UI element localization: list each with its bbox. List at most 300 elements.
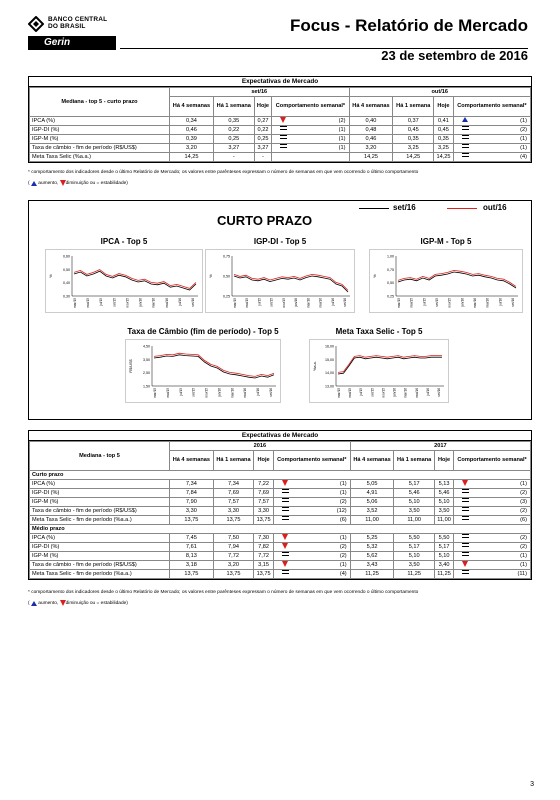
- x-tick-label: set/16: [191, 298, 195, 307]
- bank-name-line2: DO BRASIL: [48, 23, 86, 30]
- x-tick-label: nov/15: [381, 388, 386, 398]
- table-legend: [28, 180, 532, 186]
- value-cell: 3,25: [393, 144, 434, 153]
- x-tick-label: mar/16: [230, 388, 235, 398]
- y-tick-label: 0,25: [223, 294, 230, 299]
- charts-panel: [28, 200, 532, 420]
- value-cell: 3,30: [170, 507, 214, 516]
- value-cell: 0,39: [170, 135, 214, 144]
- trend-cell: (1): [272, 135, 349, 144]
- chart-title: Taxa de Câmbio (fim de período) - Top 5: [127, 327, 279, 336]
- x-tick-label: jul/15: [422, 298, 427, 306]
- chart-cambio: [125, 327, 281, 407]
- equal-icon: [280, 144, 287, 148]
- y-tick-label: 3,50: [143, 357, 150, 362]
- period-header: set/16: [170, 88, 350, 97]
- y-tick-label: 0,75: [387, 267, 394, 272]
- table-row: [30, 552, 531, 561]
- value-cell: 5,06: [350, 498, 394, 507]
- column-header: Há 4 semanas: [170, 97, 214, 117]
- row-label: Taxa de câmbio - fim de período (R$/US$): [30, 561, 170, 570]
- trend-cell: (11): [454, 570, 531, 579]
- y-tick-label: 16,00: [325, 344, 334, 349]
- value-cell: 5,50: [394, 534, 435, 543]
- x-tick-label: mar/15: [337, 388, 341, 398]
- row-label: IPCA (%): [30, 534, 170, 543]
- table-row: [30, 126, 531, 135]
- table-row: [30, 480, 531, 489]
- row-header: Mediana - top 5 - curto prazo: [30, 88, 170, 117]
- value-cell: 3,15: [254, 561, 274, 570]
- x-tick-label: mai/16: [164, 298, 169, 308]
- trend-cell: (1): [453, 117, 530, 126]
- annual-table: [28, 430, 532, 580]
- y-axis-label: %: [209, 274, 213, 278]
- table-row: [30, 117, 531, 126]
- value-cell: 7,34: [213, 480, 254, 489]
- down-arrow-icon: [462, 480, 468, 486]
- trend-cell: (1): [454, 480, 531, 489]
- equal-icon: [282, 570, 289, 574]
- legend-label-a: set/16: [393, 203, 416, 212]
- x-tick-label: mar/16: [473, 298, 477, 308]
- trend-cell: (1): [454, 561, 531, 570]
- series-set16-line: [74, 271, 196, 290]
- series-out16-line: [234, 274, 348, 290]
- trend-cell: (1): [273, 480, 350, 489]
- row-label: IPCA (%): [30, 117, 170, 126]
- row-label: IGP-M (%): [30, 498, 170, 507]
- equal-icon: [462, 570, 469, 574]
- row-label: Taxa de câmbio - fim de período (R$/US$): [30, 144, 170, 153]
- y-tick-label: 0,50: [223, 274, 230, 279]
- value-cell: 8,13: [170, 552, 214, 561]
- trend-cell: (2): [454, 489, 531, 498]
- x-tick-label: jul/15: [257, 298, 262, 306]
- equal-icon: [462, 516, 469, 520]
- equal-icon: [282, 552, 289, 556]
- trend-cell: (4): [453, 153, 530, 162]
- y-axis-label: %: [49, 274, 53, 278]
- down-arrow-icon: [282, 534, 288, 540]
- value-cell: 7,72: [254, 552, 274, 561]
- value-cell: 3,52: [350, 507, 394, 516]
- value-cell: 11,00: [350, 516, 394, 525]
- value-cell: 5,13: [434, 480, 453, 489]
- trend-cell: (4): [273, 570, 350, 579]
- value-cell: 5,50: [434, 534, 453, 543]
- x-tick-label: nov/15: [204, 388, 209, 398]
- table-footnote: [28, 170, 532, 175]
- value-cell: 7,90: [170, 498, 214, 507]
- value-cell: 7,34: [170, 480, 214, 489]
- value-cell: 0,45: [393, 126, 434, 135]
- equal-icon: [462, 534, 469, 538]
- trend-cell: (2): [273, 552, 350, 561]
- value-cell: 0,34: [170, 117, 214, 126]
- x-tick-label: mar/16: [403, 388, 408, 398]
- y-tick-label: 0,25: [387, 294, 394, 299]
- x-tick-label: mar/16: [306, 298, 311, 308]
- chart-title: Meta Taxa Selic - Top 5: [335, 327, 423, 336]
- period-header: out/16: [349, 88, 531, 97]
- row-label: IGP-DI (%): [30, 543, 170, 552]
- value-cell: 0,46: [170, 126, 214, 135]
- equal-icon: [462, 507, 469, 511]
- chart-igpdi: [205, 237, 355, 317]
- x-tick-label: mai/15: [409, 298, 414, 308]
- up-arrow-icon: [31, 601, 37, 606]
- value-cell: 7,69: [254, 489, 274, 498]
- x-tick-label: mar/16: [151, 298, 156, 308]
- x-tick-label: jul/16: [177, 298, 182, 306]
- value-cell: -: [213, 153, 254, 162]
- column-header: Há 1 semana: [213, 97, 254, 117]
- table-row: [30, 144, 531, 153]
- value-cell: 13,75: [213, 570, 254, 579]
- x-tick-label: set/15: [435, 298, 439, 307]
- x-tick-label: mar/15: [73, 298, 77, 308]
- down-arrow-icon: [60, 600, 66, 606]
- x-tick-label: mar/15: [233, 298, 237, 308]
- trend-cell: [272, 153, 349, 162]
- value-cell: 7,50: [213, 534, 254, 543]
- equal-icon: [462, 144, 469, 148]
- x-tick-label: jul/16: [330, 298, 335, 306]
- x-tick-label: mai/15: [86, 298, 91, 308]
- y-tick-label: 15,00: [325, 357, 334, 362]
- table-caption: Expectativas de Mercado: [29, 77, 531, 87]
- value-cell: 3,40: [434, 561, 453, 570]
- charts-title: CURTO PRAZO: [217, 213, 313, 228]
- value-cell: 7,82: [254, 543, 274, 552]
- expectations-table: [29, 87, 531, 162]
- x-tick-label: mai/16: [318, 298, 323, 308]
- row-label: Meta Taxa Selic (%a.a.): [30, 153, 170, 162]
- value-cell: 3,27: [254, 144, 272, 153]
- period-header: 2016: [170, 442, 351, 451]
- footnote-text: * comportamento dos indicadores desde o último Relatório de Mercado; os valores entre parênteses expressam o número de semanas em que vem ocorrendo o último comportamento: [28, 170, 419, 175]
- y-axis-label: %a.a.: [313, 361, 317, 371]
- value-cell: 3,20: [213, 561, 254, 570]
- value-cell: 14,25: [349, 153, 393, 162]
- column-header: Há 1 semana: [394, 451, 435, 471]
- trend-cell: (3): [454, 498, 531, 507]
- x-tick-label: nov/15: [281, 298, 286, 308]
- x-tick-label: mai/15: [165, 388, 170, 398]
- x-tick-label: jan/16: [392, 388, 397, 397]
- y-tick-label: 14,00: [325, 371, 334, 376]
- trend-cell: (1): [453, 144, 530, 153]
- value-cell: 5,46: [394, 489, 435, 498]
- down-arrow-icon: [282, 561, 288, 567]
- equal-icon: [282, 507, 289, 511]
- row-header: Mediana - top 5: [30, 442, 170, 471]
- down-arrow-icon: [60, 180, 66, 186]
- down-arrow-icon: [280, 117, 286, 123]
- table-row: [30, 153, 531, 162]
- trend-cell: (1): [272, 144, 349, 153]
- x-tick-label: set/16: [511, 298, 515, 307]
- equal-icon: [282, 516, 289, 520]
- value-cell: 5,10: [434, 552, 453, 561]
- table-row: [30, 507, 531, 516]
- x-tick-label: jan/16: [294, 298, 299, 307]
- series-set16-line: [398, 272, 516, 288]
- y-axis-label: R$/US$: [129, 359, 133, 373]
- footnote-text: * comportamento dos indicadores desde o último Relatório de Mercado; os valores entre parênteses expressam o número de semanas em que vem ocorrendo o último comportamento: [28, 590, 419, 595]
- value-cell: 7,30: [254, 534, 274, 543]
- value-cell: 11,25: [394, 570, 435, 579]
- value-cell: 13,75: [254, 516, 274, 525]
- value-cell: 4,91: [350, 489, 394, 498]
- value-cell: 0,27: [254, 117, 272, 126]
- value-cell: 5,46: [434, 489, 453, 498]
- short-term-table: [28, 76, 532, 163]
- x-tick-label: mar/15: [153, 388, 157, 398]
- dept-label: Gerin: [28, 36, 116, 50]
- row-label: IGP-M (%): [30, 135, 170, 144]
- value-cell: 7,57: [213, 498, 254, 507]
- value-cell: 7,94: [213, 543, 254, 552]
- equal-icon: [462, 552, 469, 556]
- value-cell: 13,75: [254, 570, 274, 579]
- page-title: Focus - Relatório de Mercado: [289, 16, 528, 35]
- y-tick-label: 0,50: [387, 281, 394, 286]
- trend-cell: (2): [454, 543, 531, 552]
- value-cell: 3,20: [349, 144, 393, 153]
- value-cell: 3,43: [350, 561, 394, 570]
- equal-icon: [282, 489, 289, 493]
- x-tick-label: jul/16: [425, 388, 430, 396]
- trend-cell: (6): [454, 516, 531, 525]
- value-cell: 3,25: [434, 144, 454, 153]
- equal-icon: [282, 498, 289, 502]
- legend-line-red: [447, 208, 477, 209]
- equal-icon: [462, 489, 469, 493]
- trend-cell: (2): [273, 498, 350, 507]
- x-tick-label: jul/16: [498, 298, 503, 306]
- legend-text: ( aumento, diminuição ou = estabilidade): [28, 181, 128, 187]
- column-header: Hoje: [434, 97, 454, 117]
- column-header: Há 4 semanas: [170, 451, 214, 471]
- column-header: Comportamento semanal*: [273, 451, 350, 471]
- x-tick-label: mai/16: [485, 298, 490, 308]
- trend-cell: (2): [454, 534, 531, 543]
- table-row: [30, 498, 531, 507]
- x-tick-label: mai/16: [243, 388, 248, 398]
- chart-title: IPCA - Top 5: [100, 237, 148, 246]
- value-cell: 5,17: [434, 543, 453, 552]
- value-cell: 0,22: [213, 126, 254, 135]
- bank-name-line1: BANCO CENTRAL: [48, 16, 108, 23]
- x-tick-label: mar/15: [397, 298, 401, 308]
- down-arrow-icon: [282, 480, 288, 486]
- value-cell: 0,48: [349, 126, 393, 135]
- column-header: Hoje: [434, 451, 453, 471]
- y-tick-label: 1,50: [143, 384, 150, 389]
- trend-cell: (1): [453, 135, 530, 144]
- value-cell: 3,30: [254, 507, 274, 516]
- series-set16-line: [338, 357, 442, 374]
- column-header: Comportamento semanal*: [454, 451, 531, 471]
- table-row: [30, 489, 531, 498]
- trend-cell: (1): [273, 561, 350, 570]
- value-cell: 0,45: [434, 126, 454, 135]
- x-tick-label: jul/15: [359, 388, 364, 396]
- value-cell: 3,18: [170, 561, 214, 570]
- y-tick-label: 0,60: [63, 254, 70, 259]
- expectations-table-annual: [29, 441, 531, 579]
- chart-ipca: [45, 237, 203, 317]
- column-header: Hoje: [254, 97, 272, 117]
- trend-cell: (12): [273, 507, 350, 516]
- value-cell: 3,50: [394, 561, 435, 570]
- value-cell: 5,32: [350, 543, 394, 552]
- equal-icon: [462, 135, 469, 139]
- legend-line-black: [359, 208, 389, 209]
- value-cell: 5,62: [350, 552, 394, 561]
- y-tick-label: 0,30: [63, 294, 70, 299]
- table-row: [30, 561, 531, 570]
- value-cell: 3,27: [213, 144, 254, 153]
- down-arrow-icon: [462, 561, 468, 567]
- chart-igpm: [369, 237, 523, 317]
- value-cell: 0,35: [393, 135, 434, 144]
- y-axis-label: %: [373, 274, 377, 278]
- period-header: 2017: [350, 442, 530, 451]
- row-label: IGP-DI (%): [30, 126, 170, 135]
- value-cell: 11,00: [434, 516, 453, 525]
- x-tick-label: jul/15: [178, 388, 183, 396]
- column-header: Hoje: [254, 451, 274, 471]
- y-tick-label: 13,00: [325, 384, 334, 389]
- series-out16-line: [74, 270, 196, 289]
- chart-title: IGP-M - Top 5: [420, 237, 472, 246]
- column-header: Comportamento semanal*: [453, 97, 530, 117]
- value-cell: 0,22: [254, 126, 272, 135]
- trend-cell: (1): [273, 534, 350, 543]
- value-cell: 5,25: [350, 534, 394, 543]
- down-arrow-icon: [282, 543, 288, 549]
- value-cell: 0,25: [213, 135, 254, 144]
- row-label: IGP-M (%): [30, 552, 170, 561]
- x-tick-label: mai/15: [348, 388, 353, 398]
- trend-cell: (1): [454, 552, 531, 561]
- x-tick-label: set/15: [269, 298, 274, 307]
- trend-cell: (1): [273, 489, 350, 498]
- value-cell: 7,45: [170, 534, 214, 543]
- value-cell: 0,35: [213, 117, 254, 126]
- legend-label-b: out/16: [483, 203, 507, 212]
- value-cell: 7,84: [170, 489, 214, 498]
- y-tick-label: 1,00: [387, 254, 394, 259]
- y-tick-label: 4,50: [143, 344, 150, 349]
- value-cell: 0,46: [349, 135, 393, 144]
- column-header: Há 4 semanas: [349, 97, 393, 117]
- value-cell: 14,25: [434, 153, 454, 162]
- x-tick-label: jan/16: [460, 298, 465, 307]
- value-cell: 11,25: [350, 570, 394, 579]
- trend-cell: (2): [453, 126, 530, 135]
- value-cell: 7,57: [254, 498, 274, 507]
- legend-text: ( aumento, diminuição ou = estabilidade): [28, 601, 128, 607]
- value-cell: 14,25: [170, 153, 214, 162]
- table-row: [30, 516, 531, 525]
- equal-icon: [462, 498, 469, 502]
- up-arrow-icon: [31, 181, 37, 186]
- value-cell: 3,50: [394, 507, 435, 516]
- table-row: [30, 543, 531, 552]
- equal-icon: [280, 135, 287, 139]
- value-cell: 14,25: [393, 153, 434, 162]
- value-cell: 11,25: [434, 570, 453, 579]
- value-cell: 3,50: [434, 507, 453, 516]
- row-label: IGP-DI (%): [30, 489, 170, 498]
- table-footnote: [28, 590, 532, 595]
- value-cell: 13,75: [170, 516, 214, 525]
- table-caption: Expectativas de Mercado: [29, 431, 531, 441]
- up-arrow-icon: [462, 117, 468, 122]
- value-cell: 5,10: [434, 498, 453, 507]
- row-label: IPCA (%): [30, 480, 170, 489]
- value-cell: 3,20: [170, 144, 214, 153]
- value-cell: 0,25: [254, 135, 272, 144]
- y-tick-label: 0,75: [223, 254, 230, 259]
- section-header: Médio prazo: [30, 525, 531, 534]
- value-cell: 7,22: [254, 480, 274, 489]
- column-header: Há 4 semanas: [350, 451, 394, 471]
- x-tick-label: jan/16: [217, 388, 222, 397]
- value-cell: 7,61: [170, 543, 214, 552]
- x-tick-label: set/15: [191, 388, 196, 397]
- table-row: [30, 534, 531, 543]
- value-cell: -: [254, 153, 272, 162]
- value-cell: 5,17: [394, 543, 435, 552]
- value-cell: 5,10: [394, 552, 435, 561]
- value-cell: 11,00: [394, 516, 435, 525]
- value-cell: 0,35: [434, 135, 454, 144]
- trend-cell: (1): [272, 126, 349, 135]
- y-tick-label: 0,40: [63, 281, 70, 286]
- equal-icon: [462, 153, 469, 157]
- page-number: 3: [530, 781, 534, 788]
- value-cell: 0,37: [393, 117, 434, 126]
- column-header: Há 1 semana: [213, 451, 254, 471]
- table-row: [30, 570, 531, 579]
- x-tick-label: nov/15: [447, 298, 452, 308]
- table-legend: [28, 600, 532, 606]
- x-tick-label: mai/16: [414, 388, 419, 398]
- equal-icon: [462, 126, 469, 130]
- x-tick-label: set/16: [269, 388, 273, 397]
- report-date: 23 de setembro de 2016: [381, 48, 528, 63]
- value-cell: 0,40: [349, 117, 393, 126]
- chart-title: IGP-DI - Top 5: [253, 237, 307, 246]
- series-set16-line: [154, 355, 274, 378]
- value-cell: 13,75: [170, 570, 214, 579]
- x-tick-label: set/15: [370, 388, 375, 397]
- row-label: Taxa de câmbio - fim de período (R$/US$): [30, 507, 170, 516]
- column-header: Comportamento semanal*: [272, 97, 349, 117]
- x-tick-label: mai/15: [245, 298, 250, 308]
- x-tick-label: set/15: [112, 298, 117, 307]
- x-tick-label: jan/16: [138, 298, 143, 307]
- x-tick-label: jul/15: [99, 298, 104, 306]
- trend-cell: (2): [272, 117, 349, 126]
- column-header: Há 1 semana: [393, 97, 434, 117]
- value-cell: 5,17: [394, 480, 435, 489]
